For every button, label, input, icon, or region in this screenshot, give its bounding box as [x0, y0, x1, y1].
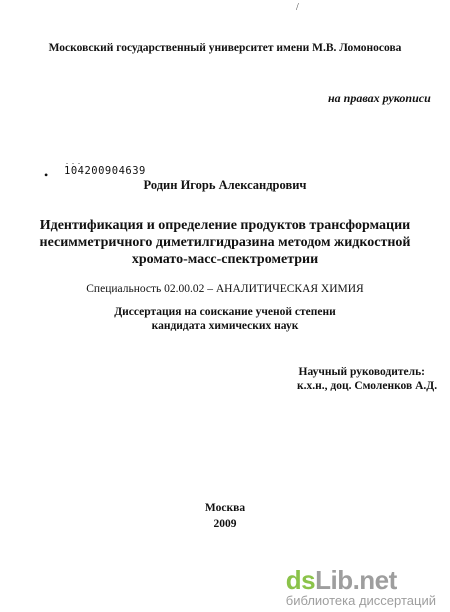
university-name: Московский государственный университет имени М.В. Ломоносова	[48, 42, 402, 54]
watermark-brand	[286, 567, 436, 593]
archive-number: 104200904639	[64, 165, 146, 177]
watermark-subtitle: библиотека диссертаций	[285, 593, 436, 608]
supervisor-block	[297, 365, 438, 393]
degree-line: кандидата химических наук	[151, 320, 299, 332]
bullet-mark: •	[44, 168, 49, 182]
top-mark: /	[296, 2, 299, 13]
dissertation-title	[0, 217, 450, 268]
supervisor-label: Научный руководитель:	[298, 366, 425, 378]
author-name: Родин Игорь Александрович	[143, 178, 307, 192]
watermark-brand-ds: ds	[285, 565, 316, 595]
year: 2009	[213, 518, 237, 530]
title-line: хромато-масс-спектрометрии	[131, 252, 319, 267]
city: Москва	[204, 502, 246, 514]
tick-marks: . . .	[66, 157, 81, 166]
manuscript-note: на правах рукописи	[328, 91, 431, 105]
city-year-block	[0, 500, 450, 532]
specialty: Специальность 02.00.02 – АНАЛИТИЧЕСКАЯ ХИМИЯ	[86, 283, 364, 295]
title-line: несимметричного диметилгидразина методом жидкостной	[39, 235, 411, 250]
watermark-logo	[286, 567, 436, 608]
degree-line: Диссертация на соискание ученой степени	[114, 306, 336, 318]
watermark-brand-lib: Lib.net	[315, 565, 397, 595]
supervisor-name: к.х.н., доц. Смоленков А.Д.	[297, 380, 438, 392]
title-line: Идентификация и определение продуктов трансформации	[39, 218, 411, 233]
degree-statement	[0, 305, 450, 333]
